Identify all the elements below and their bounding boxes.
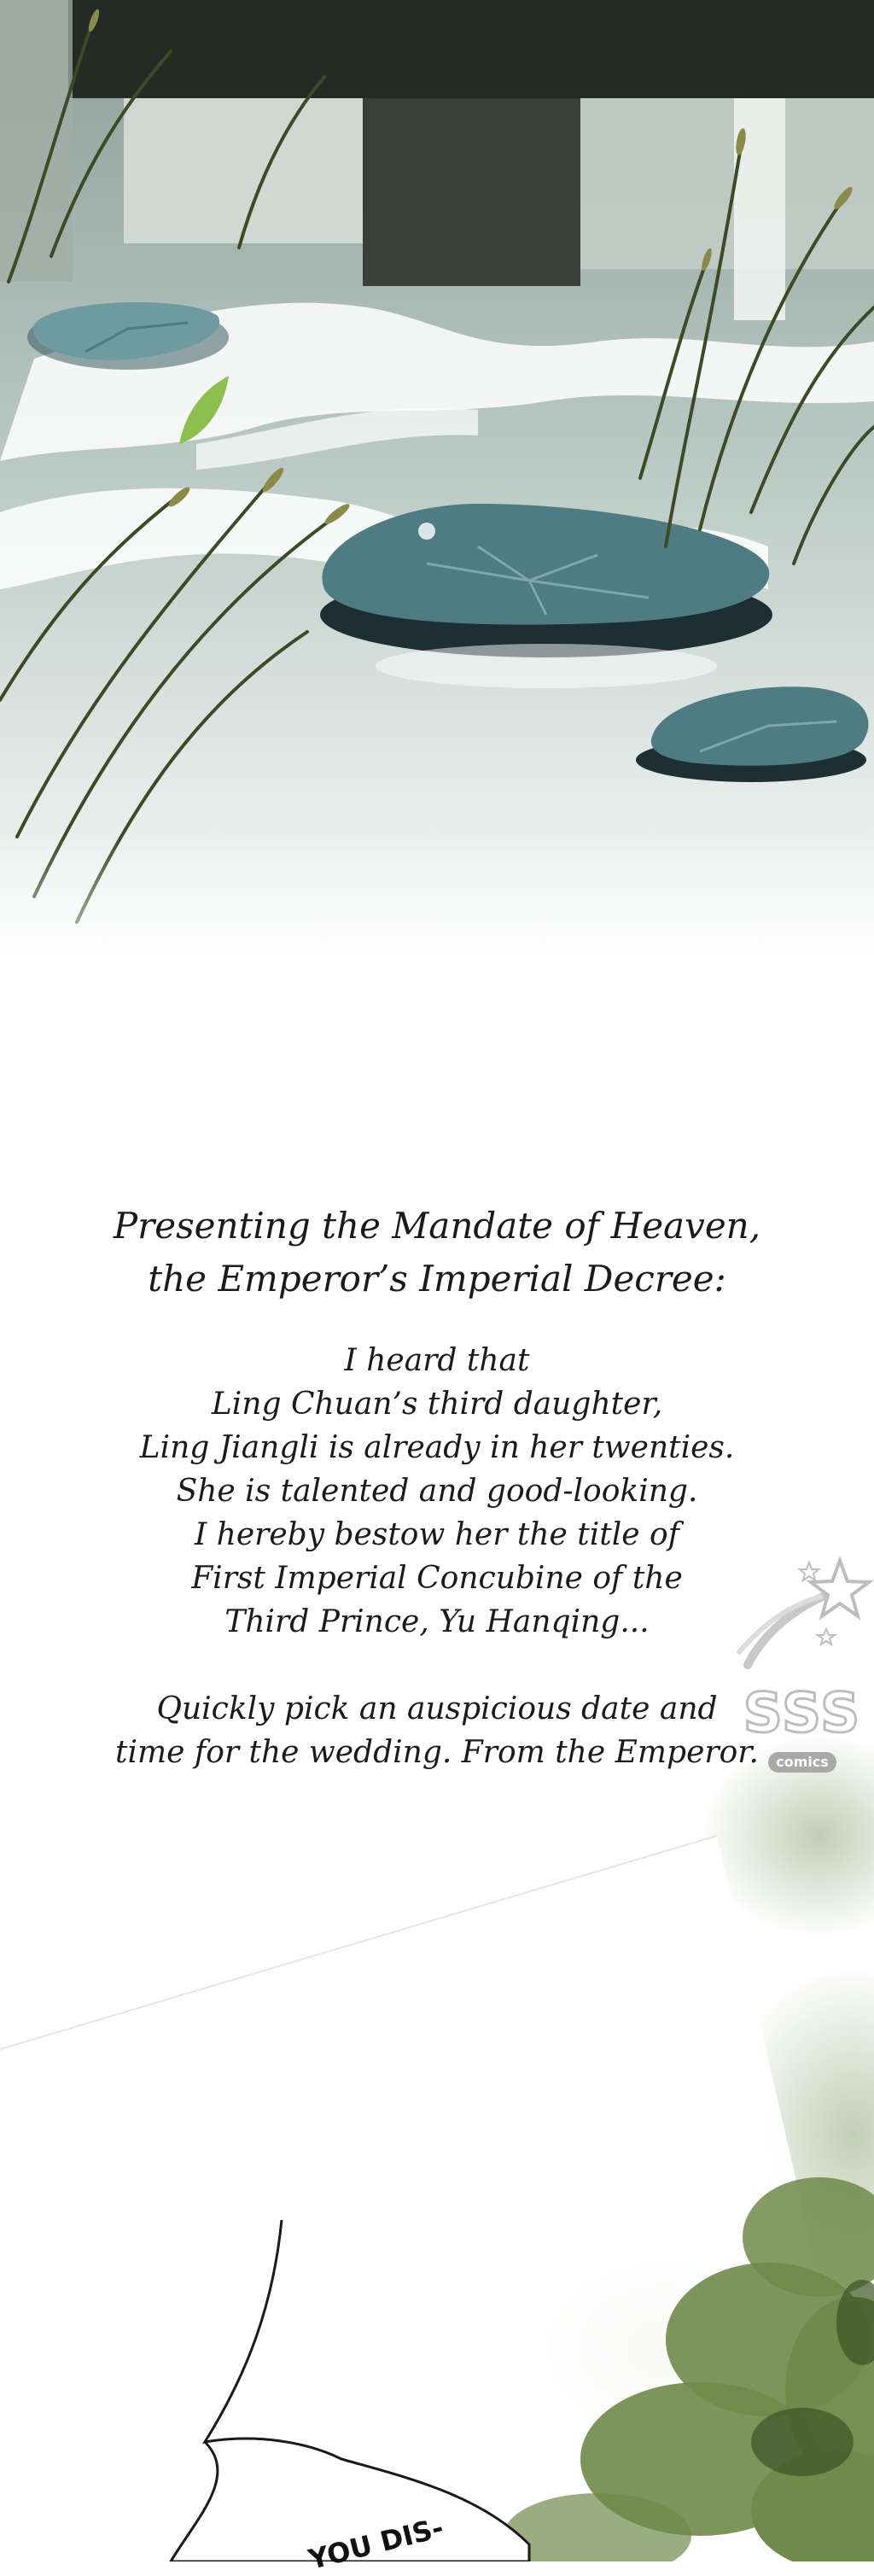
shooting-star-icon: [731, 1554, 874, 1682]
decree-body-line: Ling Jiangli is already in her twenties.: [139, 1430, 735, 1465]
decree-body-line: Third Prince, Yu Hanqing...: [224, 1604, 650, 1639]
decree-body-line: She is talented and good-looking.: [176, 1474, 698, 1509]
decree-body-line: time for the wedding. From the Emperor.: [115, 1735, 759, 1770]
pond-panel: [0, 0, 874, 1008]
lily-pad-small: [27, 302, 229, 370]
watermark-logo-text: SSS: [743, 1682, 862, 1745]
foliage-panel: [0, 1733, 874, 2561]
sss-comics-watermark: [731, 1554, 874, 1776]
decree-heading: [0, 1200, 874, 1306]
decree-body-line: First Imperial Concubine of the: [191, 1561, 683, 1596]
decree-heading-line: Presenting the Mandate of Heaven,: [113, 1205, 761, 1247]
decree-body-line: I heard that: [344, 1343, 530, 1378]
speech-bubble-text: YOU DIS-: [305, 2511, 447, 2576]
decree-body-line: I hereby bestow her the title of: [195, 1517, 679, 1552]
decree-body-line: Quickly pick an auspicious date and: [156, 1691, 718, 1726]
decree-body-line: Ling Chuan’s third daughter,: [211, 1387, 663, 1422]
decree-heading-line: the Emperor’s Imperial Decree:: [148, 1258, 726, 1300]
watermark-sub-text: comics: [768, 1752, 836, 1773]
